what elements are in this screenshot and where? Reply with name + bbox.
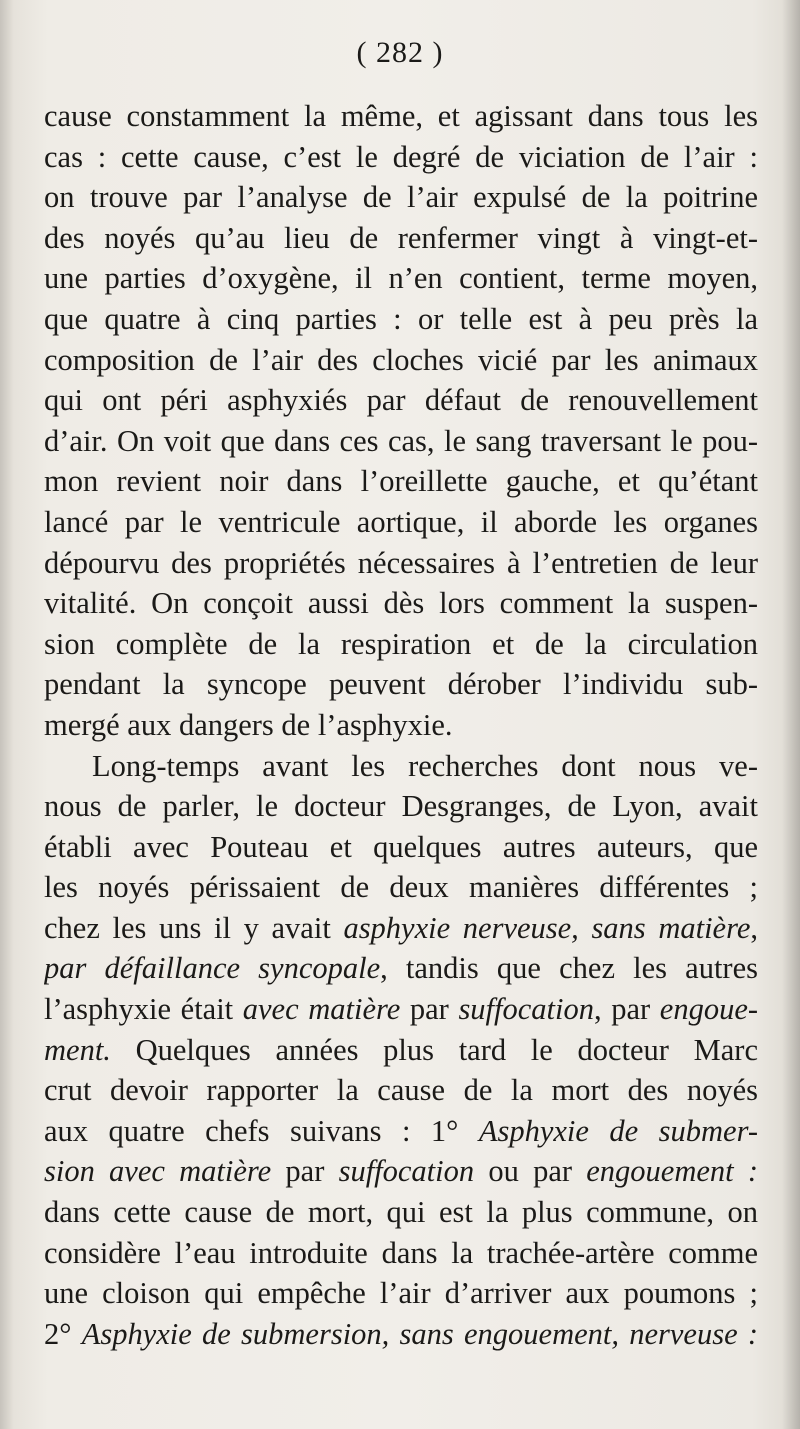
text-line: mon revient noir dans l’oreillette gauche, et qu’étant [44,464,758,499]
text-line: des noyés qu’au lieu de renfermer vingt à vingt-et- [44,220,758,255]
page-number: ( 282 ) [356,36,444,69]
paragraph-end-line: mergé aux dangers de l’asphyxie. [44,707,453,742]
text-line [44,1111,758,1152]
text-line: on trouve par l’analyse de l’air expulsé de la poitrine [44,180,758,215]
italic-run: ment. [44,1032,111,1067]
page-edge-right [782,0,800,1429]
italic-run: suffocation [458,992,594,1027]
italic-run: Asphyxie de submersion, sans engouement, nerveuse : [81,1316,758,1351]
text-line: d’air. On voit que dans ces cas, le sang traversant le pou- [44,423,758,458]
text-line: crut devoir rapporter la cause de la mort des noyés [44,1073,758,1108]
text-line: lancé par le ventricule aortique, il aborde les organes [44,504,758,539]
text-line: dans cette cause de mort, qui est la plus commune, on [44,1195,758,1230]
text-run: , par [594,992,660,1027]
text-line: dépourvu des propriétés nécessaires à l’entretien de leur [44,545,758,580]
italic-run: par défaillance syncopale [44,951,381,986]
text-line [44,948,758,989]
text-line: une parties d’oxygène, il n’en contient, terme moyen, [44,261,758,296]
italic-run: engoue- [659,992,758,1027]
italic-run: sion avec matière [44,1154,272,1189]
italic-run: suffocation [338,1154,475,1189]
body-text [44,96,758,1354]
text-line: les noyés périssaient de deux manières différentes ; [44,870,758,905]
text-line [44,1151,758,1192]
text-line: vitalité. On conçoit aussi dès lors comment la suspen- [44,586,758,621]
text-line: sion complète de la respiration et de la circulation [44,626,758,661]
italic-run: avec matière [242,992,401,1027]
text-run: Quelques années plus tard le docteur Marc [110,1032,758,1067]
text-line [44,1314,758,1355]
text-run: chez les uns il y avait [44,910,344,945]
text-run: , [750,910,758,945]
page-edge-left [0,0,14,1429]
italic-run: Asphyxie de submer- [478,1113,758,1148]
text-run: par [271,1154,339,1189]
text-line: considère l’eau introduite dans la trachée-artère comme [44,1235,758,1270]
text-line [44,989,758,1030]
text-line: que quatre à cinq parties : or telle est à peu près la [44,301,758,336]
italic-run: asphyxie nerveuse, sans matière [343,910,751,945]
text-run: l’asphyxie était [44,992,243,1027]
text-line: nous de parler, le docteur Desgranges, de Lyon, avait [44,789,758,824]
text-run: , tandis que chez les autres [380,951,758,986]
text-run: ou par [474,1154,587,1189]
text-line: cause constamment la même, et agissant dans tous les [44,99,758,133]
text-line [44,1030,758,1071]
text-line: une cloison qui empêche l’air d’arriver aux poumons ; [44,1276,758,1311]
text-line: établi avec Pouteau et quelques autres auteurs, que [44,829,758,864]
text-run: aux quatre chefs suivans : 1° [44,1113,479,1148]
text-line: composition de l’air des cloches vicié par les animaux [44,342,758,377]
text-line: pendant la syncope peuvent dérober l’individu sub- [44,667,758,702]
text-run: 2° [44,1316,82,1351]
text-line: cas : cette cause, c’est le degré de viciation de l’air : [44,139,758,174]
text-line [44,908,758,949]
text-line: qui ont péri asphyxiés par défaut de renouvellement [44,383,758,418]
text-run: par [400,992,459,1027]
paragraph-start-line: Long-temps avant les recherches dont nous ve- [92,748,758,783]
italic-run: engouement : [586,1154,758,1189]
